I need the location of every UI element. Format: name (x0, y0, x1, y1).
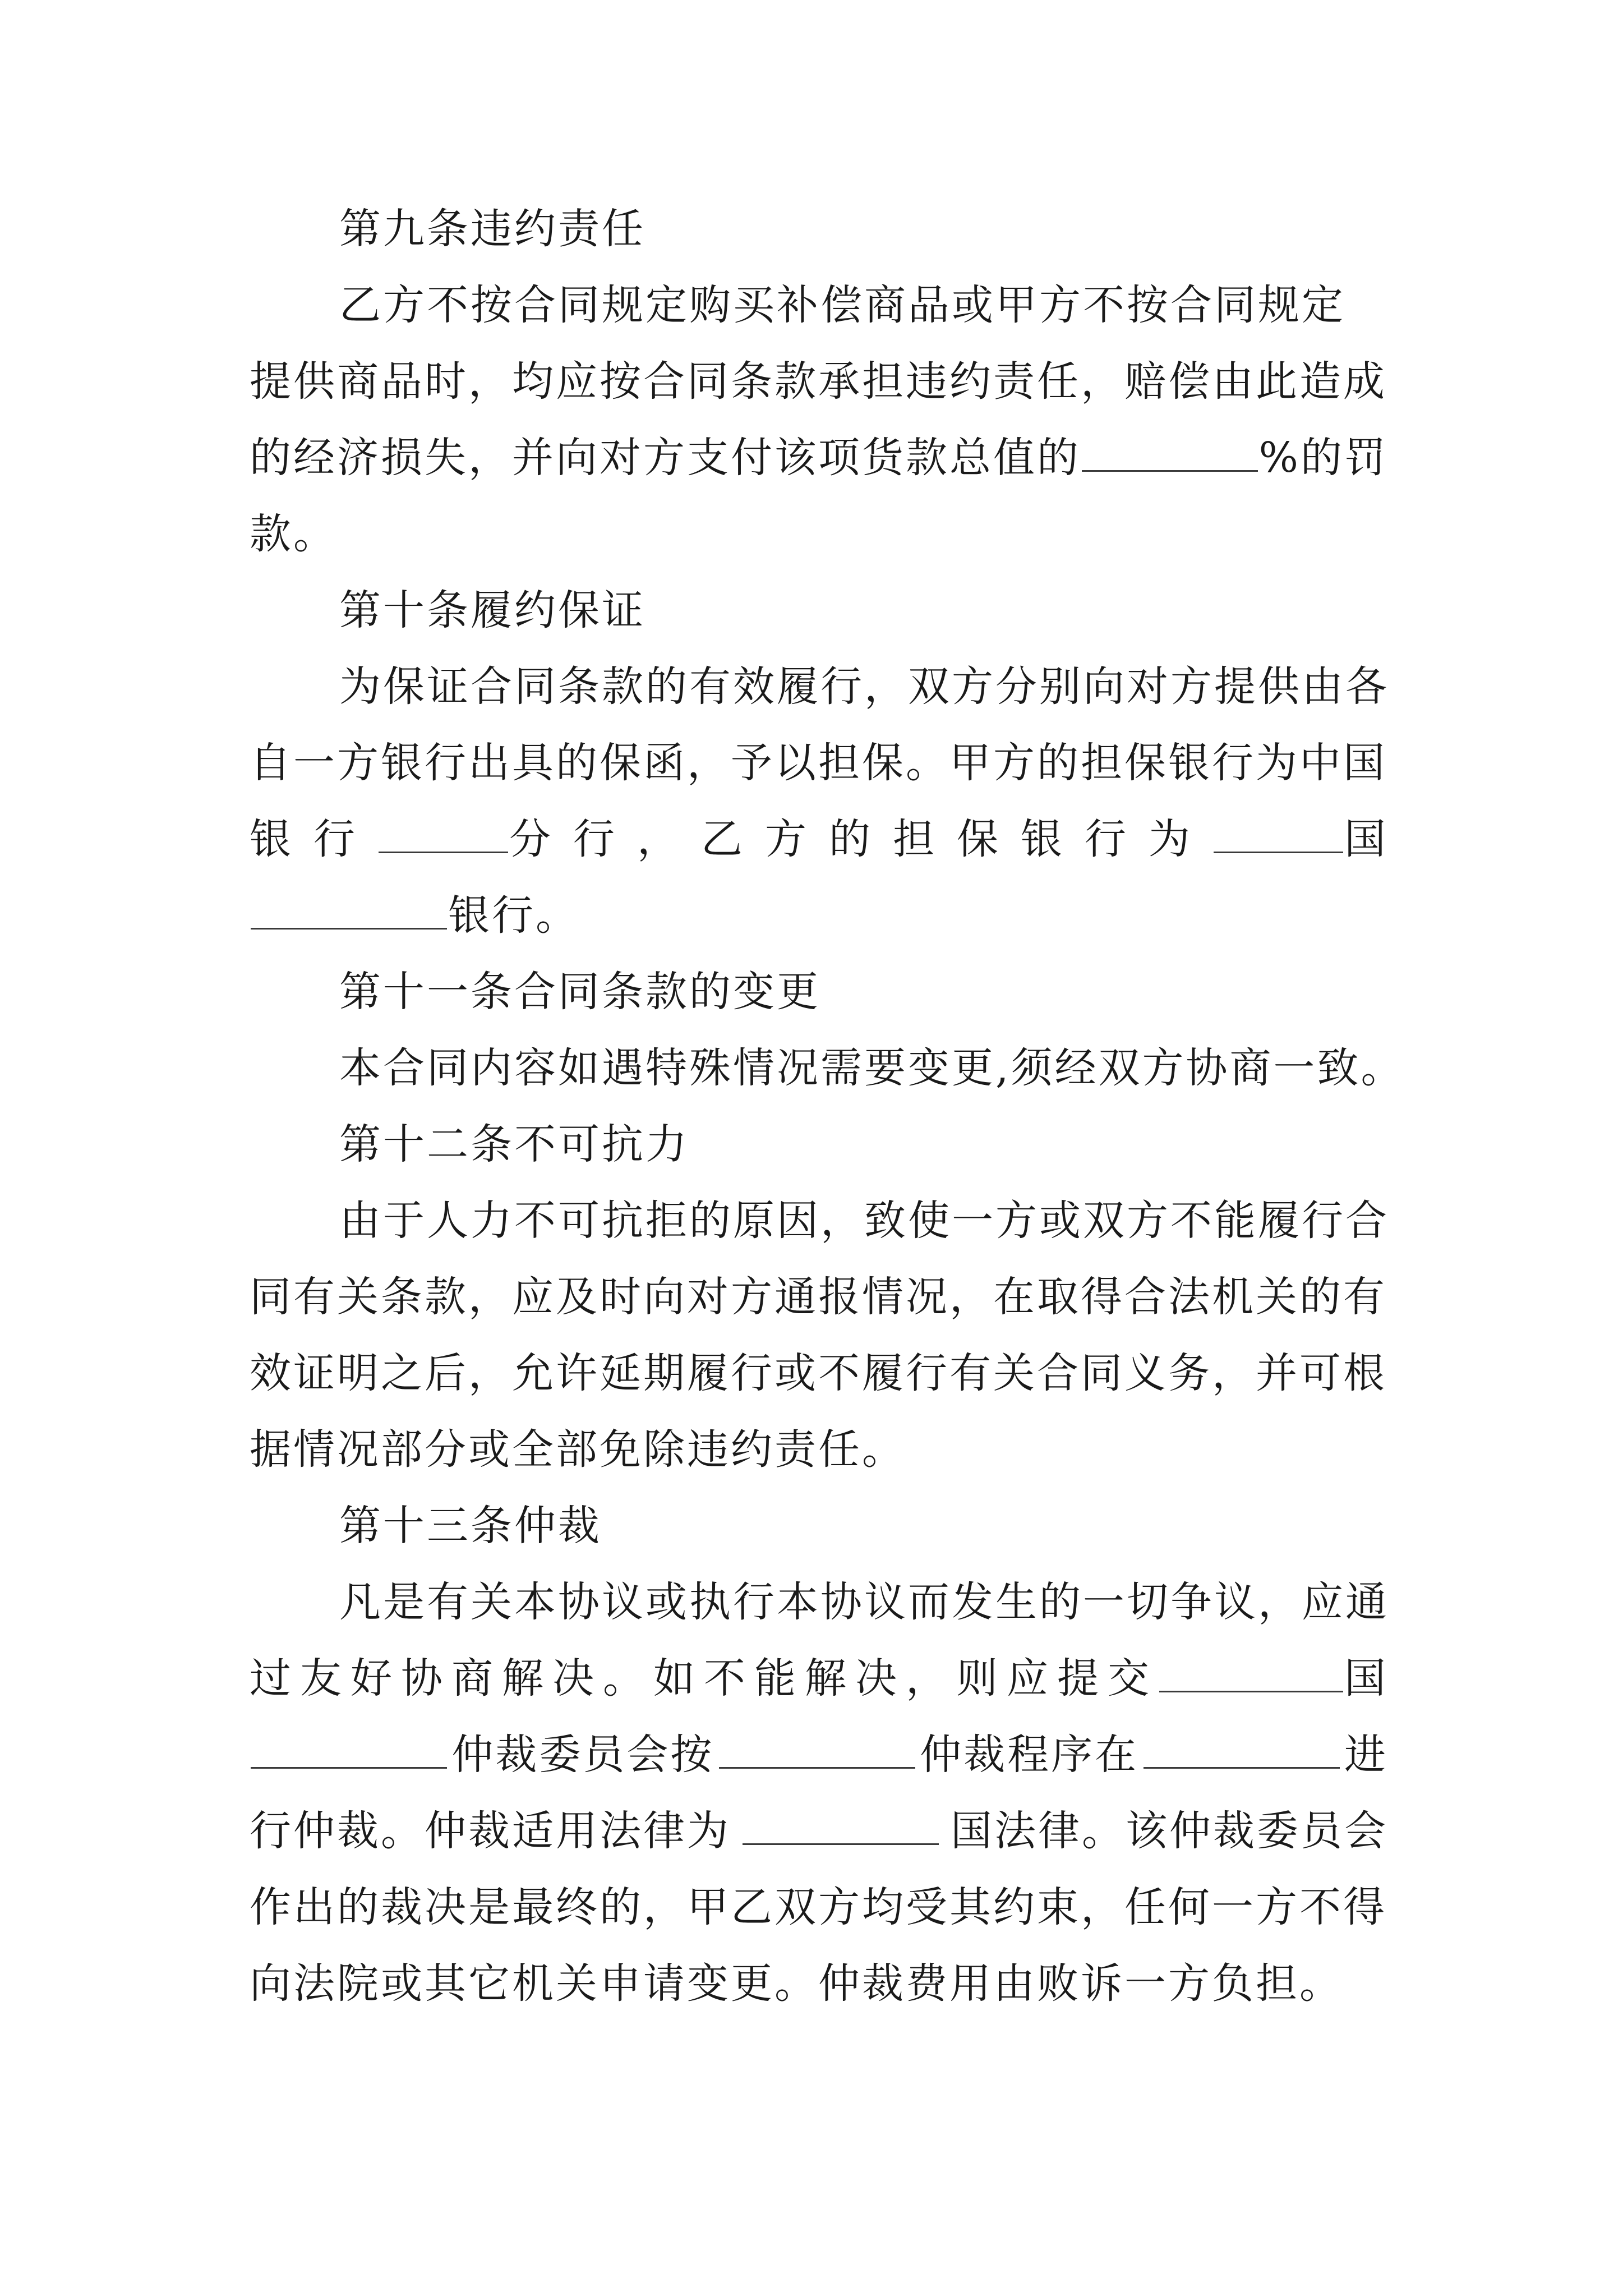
article-9-line-3: 的经济损失，并向对方支付该项货款总值的 %的罚 (250, 434, 1388, 482)
article-13-line-3: 仲裁委员会按 仲裁程序在 进 (250, 1717, 1388, 1793)
article-12-heading: 第十二条不可抗力 (339, 1120, 689, 1168)
article-9-line-4: 款。 (250, 510, 337, 558)
article-13-line-5: 作出的裁决是最终的，甲乙双方均受其约束，任何一方不得 (250, 1883, 1387, 1931)
article-13-line-2: 过友好协商解决。如不能解决，则应提交 国 (250, 1654, 1388, 1703)
article-12-line-1: 由于人力不可抗拒的原因，致使一方或双方不能履行合 (339, 1197, 1389, 1245)
article-9-heading: 第九条违约责任 (339, 205, 645, 253)
article-12-line-4: 据情况部分或全部免除违约责任。 (250, 1425, 906, 1474)
article-9-line-2: 提供商品时，均应按合同条款承担违约责任，赔偿由此造成 (250, 357, 1387, 406)
article-9-line-1: 乙方不按合同规定购买补偿商品或甲方不按合同规定 (339, 281, 1345, 329)
article-11-heading: 第十一条合同条款的变更 (339, 968, 820, 1016)
article-12-line-3: 效证明之后，允许延期履行或不履行有关合同义务，并可根 (250, 1349, 1387, 1397)
arbitration-commission-blank[interactable] (251, 1733, 447, 1769)
article-13-line-6: 向法院或其它机关申请变更。仲裁费用由败诉一方负担。 (250, 1959, 1343, 2008)
arbitration-place-blank[interactable] (1144, 1733, 1340, 1769)
arbitration-country-blank[interactable] (1159, 1657, 1343, 1692)
arbitration-procedure-blank[interactable] (719, 1733, 915, 1769)
article-12-line-2: 同有关条款，应及时向对方通报情况，在取得合法机关的有 (250, 1273, 1387, 1321)
article-10-line-2: 自一方银行出具的保函，予以担保。甲方的担保银行为中国 (250, 739, 1387, 787)
article-13-line-1: 凡是有关本协议或执行本协议而发生的一切争议，应通 (339, 1578, 1389, 1626)
article-10-heading: 第十条履约保证 (339, 586, 645, 634)
party-a-branch-blank[interactable] (379, 818, 508, 853)
party-b-country-blank[interactable] (1214, 818, 1343, 853)
penalty-percent-blank[interactable] (1082, 436, 1258, 472)
governing-law-country-blank[interactable] (743, 1810, 939, 1845)
article-13-heading: 第十三条仲裁 (339, 1502, 602, 1550)
document-body (250, 191, 1405, 2022)
article-11-line-1: 本合同内容如遇特殊情况需要变更,须经双方协商一致。 (339, 1044, 1405, 1092)
article-10-line-1: 为保证合同条款的有效履行，双方分别向对方提供由各 (339, 662, 1389, 711)
article-10-line-4: 银行。 (250, 877, 1388, 954)
party-b-bank-blank[interactable] (251, 894, 447, 930)
article-10-line-3: 银行 分行，乙方的担保银行为 国 (250, 815, 1388, 863)
article-13-line-4: 行仲裁。仲裁适用法律为 国法律。该仲裁委员会 (250, 1807, 1388, 1855)
